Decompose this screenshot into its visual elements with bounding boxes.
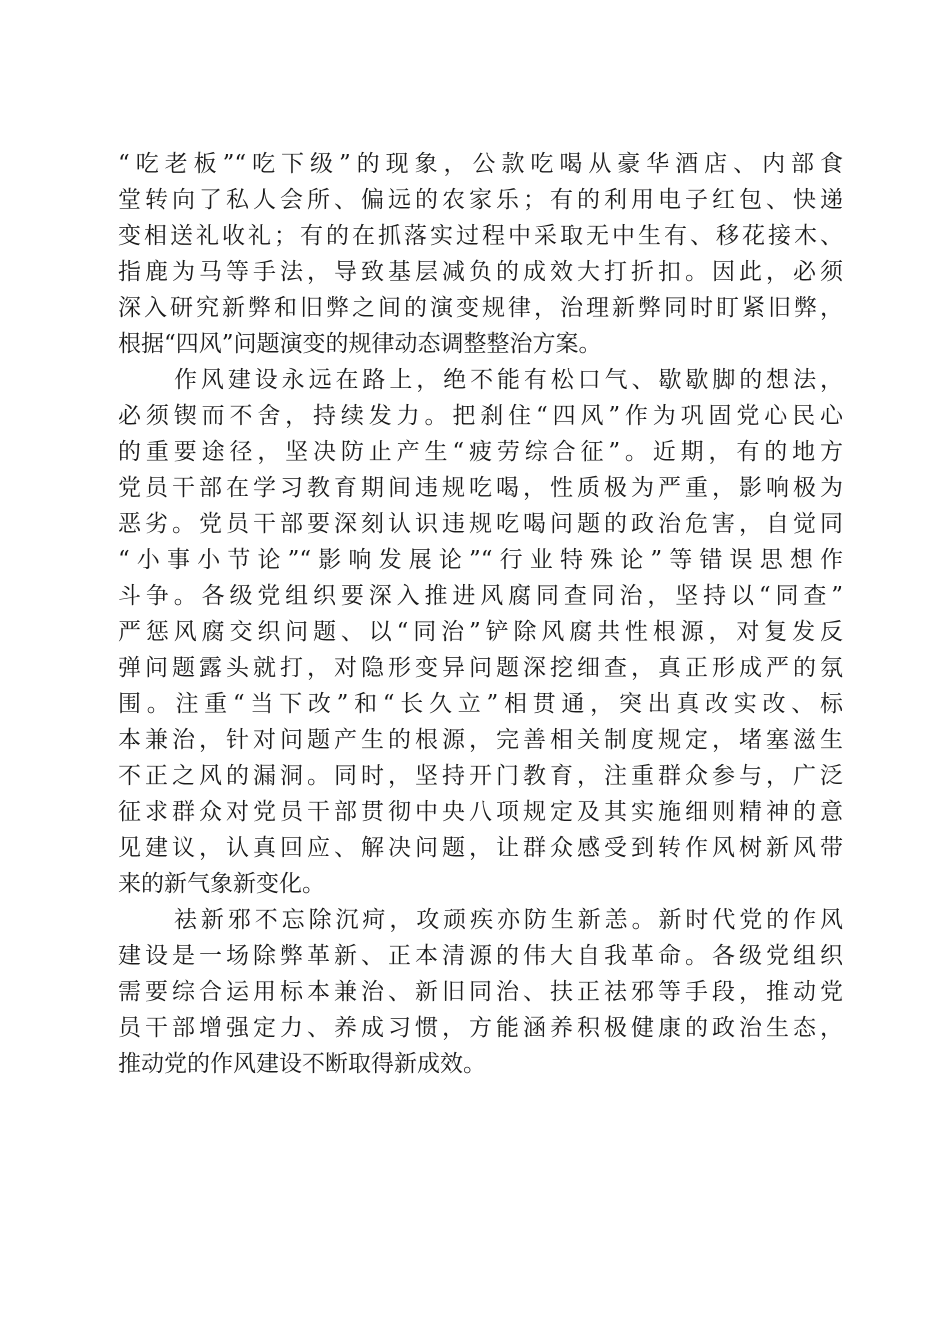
text-line: 见建议，认真回应、解决问题，让群众感受到转作风树新风带 [118, 835, 843, 861]
text-line: 建设是一场除弊革新、正本清源的伟大自我革命。各级党组织 [118, 943, 843, 969]
text-line: 党员干部在学习教育期间违规吃喝，性质极为严重，影响极为 [118, 475, 843, 501]
text-line: 祛新邪不忘除沉疴，攻顽疾亦防生新恙。新时代党的作风 [174, 907, 843, 933]
document-body [118, 146, 843, 1082]
text-line: 指鹿为马等手法，导致基层减负的成效大打折扣。因此，必须 [118, 259, 843, 285]
text-line: “吃老板”“吃下级”的现象，公款吃喝从豪华酒店、内部食 [118, 151, 843, 177]
text-line: 变相送礼收礼；有的在抓落实过程中采取无中生有、移花接木、 [118, 223, 843, 249]
text-line: 员干部增强定力、养成习惯，方能涵养积极健康的政治生态， [118, 1015, 843, 1041]
text-line: 来的新气象新变化。 [118, 871, 325, 897]
text-line: 的重要途径，坚决防止产生“疲劳综合征”。近期，有的地方 [118, 439, 843, 465]
paragraph-2 [118, 362, 843, 902]
text-line: 严惩风腐交织问题、以“同治”铲除风腐共性根源，对复发反 [118, 619, 843, 645]
text-line: 斗争。各级党组织要深入推进风腐同查同治，坚持以“同查” [118, 583, 843, 609]
text-line: 作风建设永远在路上，绝不能有松口气、歇歇脚的想法， [174, 367, 843, 393]
text-line: 深入研究新弊和旧弊之间的演变规律，治理新弊同时盯紧旧弊， [118, 295, 843, 321]
text-line: “小事小节论”“影响发展论”“行业特殊论”等错误思想作 [118, 547, 843, 573]
text-line: 必须锲而不舍，持续发力。把刹住“四风”作为巩固党心民心 [118, 403, 843, 429]
text-line: 需要综合运用标本兼治、新旧同治、扶正祛邪等手段，推动党 [118, 979, 843, 1005]
paragraph-1 [118, 146, 843, 362]
text-line: 本兼治，针对问题产生的根源，完善相关制度规定，堵塞滋生 [118, 727, 843, 753]
text-line: 弹问题露头就打，对隐形变异问题深挖细查，真正形成严的氛 [118, 655, 843, 681]
paragraph-3 [118, 902, 843, 1082]
text-line: 征求群众对党员干部贯彻中央八项规定及其实施细则精神的意 [118, 799, 843, 825]
text-line: 围。注重“当下改”和“长久立”相贯通，突出真改实改、标 [118, 691, 843, 717]
text-line: 堂转向了私人会所、偏远的农家乐；有的利用电子红包、快递 [118, 187, 843, 213]
text-line: 恶劣。党员干部要深刻认识违规吃喝问题的政治危害，自觉同 [118, 511, 843, 537]
text-line: 根据“四风”问题演变的规律动态调整整治方案。 [118, 331, 602, 357]
text-line: 推动党的作风建设不断取得新成效。 [118, 1051, 486, 1077]
text-line: 不正之风的漏洞。同时，坚持开门教育，注重群众参与，广泛 [118, 763, 843, 789]
